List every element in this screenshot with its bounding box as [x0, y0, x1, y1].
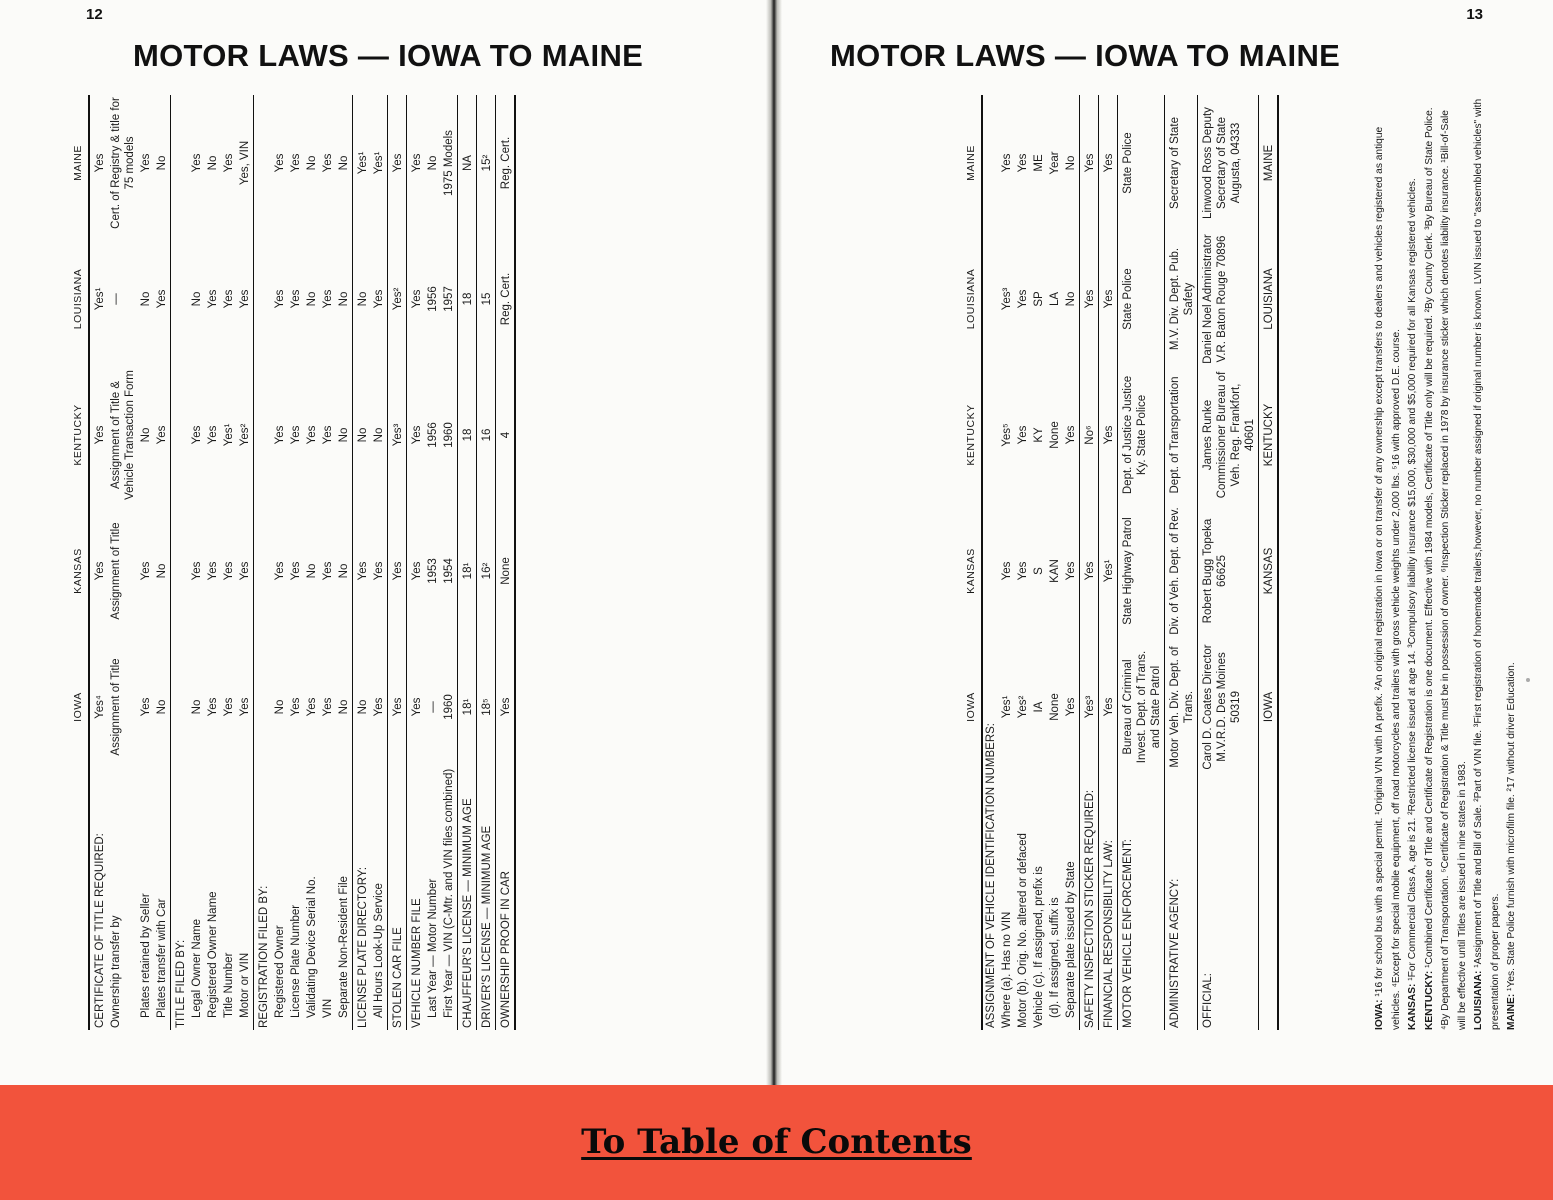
table-cell: Yes: [273, 289, 286, 309]
table-cell: Yes: [1064, 425, 1077, 445]
table-cell: 1960: [443, 694, 456, 720]
table-cell: Yes: [322, 153, 335, 173]
row-label: STOLEN CAR FILE: [388, 775, 407, 1030]
table-cell: No: [139, 291, 152, 307]
row-label: REGISTRATION FILED BY:: [253, 775, 272, 1030]
row-label: VEHICLE NUMBER FILE: [407, 775, 426, 1030]
table-row: [272, 95, 288, 1030]
table-cell: 18¹: [458, 639, 477, 775]
motor-laws-table-right: [965, 95, 1375, 1030]
table-cell: Yes: [190, 561, 203, 581]
table-row: [371, 95, 388, 1030]
table-cell: 1956: [427, 422, 440, 448]
table-cell: Yes: [353, 503, 372, 639]
column-header: KENTUCKY: [72, 367, 89, 503]
row-label: OFFICIAL:: [1198, 775, 1259, 1030]
footnote-state: IOWA:: [1374, 999, 1385, 1030]
row-label: [1259, 775, 1279, 1030]
table-cell: —: [109, 293, 122, 305]
table-cell: 15²: [477, 95, 496, 231]
table-cell: No: [427, 155, 440, 171]
table-cell: [253, 639, 272, 775]
table-cell: Linwood Ross Deputy Secretary of State Augusta, 04333: [1198, 95, 1259, 231]
table-row: [1079, 95, 1098, 1030]
table-cell: —: [427, 701, 440, 713]
table-cell: Yes: [1079, 503, 1098, 639]
table-cell: Yes: [289, 561, 302, 581]
table-cell: Yes: [1098, 367, 1117, 503]
table-cell: No: [155, 699, 168, 715]
table-cell: IA: [1032, 701, 1045, 713]
table-cell: Yes: [273, 425, 286, 445]
table-row: [108, 95, 138, 1030]
table-cell: [982, 231, 999, 367]
page-number: 13: [1466, 6, 1483, 23]
table-row: [1031, 95, 1047, 1030]
table-row: [170, 95, 189, 1030]
table-row: [1047, 95, 1063, 1030]
table-cell: Yes: [306, 697, 318, 717]
table-cell: [170, 95, 189, 231]
table-cell: Yes: [222, 561, 235, 581]
footnote-state: MAINE:: [1506, 993, 1518, 1030]
table-cell: Yes¹: [373, 151, 386, 175]
table-cell: No: [306, 155, 318, 171]
table-cell: Assignment of Title: [109, 522, 122, 620]
table-row: [205, 95, 221, 1030]
table-row: [237, 95, 254, 1030]
table-cell: NA: [458, 95, 477, 231]
footnote-state: KENTUCKY:: [1423, 970, 1435, 1030]
column-header: MAINE: [965, 95, 982, 231]
table-cell: No: [190, 699, 203, 715]
row-label: ASSIGNMENT OF VEHICLE IDENTIFICATION NUMBERS:: [984, 723, 997, 1028]
table-cell: Yes: [1064, 697, 1077, 717]
table-cell: Yes: [1016, 561, 1029, 581]
table-cell: [982, 503, 999, 639]
table-row: [253, 95, 272, 1030]
table-cell: KANSAS: [1259, 503, 1279, 639]
table-cell: Yes: [1016, 425, 1029, 445]
table-row: [1198, 95, 1259, 1030]
table-row: [496, 95, 516, 1030]
table-cell: 1960: [443, 422, 456, 448]
right-page: [782, 0, 1553, 1085]
table-cell: None: [1048, 693, 1061, 721]
column-header: LOUISIANA: [965, 231, 982, 367]
table-cell: Yes: [89, 503, 108, 639]
table-cell: Yes: [322, 289, 335, 309]
table-cell: Yes: [1016, 153, 1029, 173]
column-header: KANSAS: [72, 503, 89, 639]
table-header-row: [72, 95, 89, 1030]
table-row: [189, 95, 205, 1030]
table-cell: Yes: [222, 289, 235, 309]
table-cell: Yes, VIN: [238, 140, 251, 186]
table-cell: [170, 367, 189, 503]
row-label: Plates transfer with Car: [155, 898, 168, 1018]
table-row: [982, 95, 999, 1030]
table-cell: No: [338, 155, 351, 171]
row-label: DRIVER'S LICENSE — MINIMUM AGE: [477, 775, 496, 1030]
table-row: [138, 95, 154, 1030]
table-cell: Yes⁵: [1000, 423, 1013, 447]
row-label: First Year — VIN (C-Mtr. and VIN files combined): [443, 768, 456, 1018]
table-cell: Yes: [407, 231, 426, 367]
table-row: [1259, 95, 1279, 1030]
footnote-text: ¹Yes. State Police furnish with microfilm file. ²17 without driver Education.: [1506, 662, 1518, 991]
table-cell: No: [353, 231, 372, 367]
footnote-text: ¹16 for school bus with a special permit. ¹Original VIN with IA prefix. ²An original registration in Iowa or on transfer of any ownership except transfers to dealers and vehicles registered as antique vehicles. ⁴Except for special mobile equipment, off road motorcycles and trailers with gross vehicle weights under 2,000 lbs. ⁵16 with approved D.E. course.: [1374, 126, 1402, 1030]
table-cell: M.V. Div. Dept. Pub. Safety: [1164, 231, 1197, 367]
footnote: [1372, 95, 1405, 1030]
row-label: Plates retained by Seller: [139, 893, 152, 1018]
table-cell: 1957: [443, 286, 456, 312]
table-cell: 15: [477, 231, 496, 367]
table-cell: Yes: [407, 367, 426, 503]
column-header: IOWA: [965, 639, 982, 775]
table-cell: Yes¹: [222, 423, 235, 447]
table-row: [221, 95, 237, 1030]
row-label: Motor or VIN: [238, 952, 251, 1018]
table-cell: KY: [1032, 427, 1045, 443]
table-cell: Yes: [206, 425, 219, 445]
table-cell: [253, 367, 272, 503]
table-cell: Yes: [322, 561, 335, 581]
table-cell: State Highway Patrol: [1117, 503, 1164, 639]
table-cell: James Runke Commissioner Bureau of Veh. Reg. Frankfort, 40601: [1198, 367, 1259, 503]
table-cell: [982, 95, 999, 231]
table-cell: Yes: [155, 425, 168, 445]
row-label: TITLE FILED BY:: [170, 775, 189, 1030]
row-label: CERTIFICATE OF TITLE REQUIRED:: [89, 775, 108, 1030]
table-cell: Dept. of Transportation: [1164, 367, 1197, 503]
table-row: [1098, 95, 1117, 1030]
table-cell: Reg. Cert.: [496, 231, 516, 367]
table-cell: Yes: [289, 697, 302, 717]
table-cell: Yes: [289, 289, 302, 309]
table-cell: Yes: [190, 425, 203, 445]
table-cell: Yes: [190, 153, 203, 173]
table-cell: No: [338, 291, 351, 307]
table-cell: [253, 231, 272, 367]
table-cell: No: [338, 563, 351, 579]
table-cell: 18⁵: [477, 639, 496, 775]
footnote-state: KANSAS:: [1407, 983, 1419, 1030]
row-label: Vehicle (c). If assigned, prefix is: [1032, 866, 1045, 1028]
table-cell: No: [338, 699, 351, 715]
table-cell: No: [353, 367, 372, 503]
table-cell: 18: [458, 367, 477, 503]
footnote-text: ¹Combined Certificate of Title and Certificate of Registration is one document. Effective with 1984 models, Certificate of Title only will be required. ²By County Clerk. ³By Bureau of State Police. ⁴By Department of Transportation. ⁵Certificate of Registration & Title must be in possession of owner. ⁶Inspection Sticker replaced in 1978 by insurance sticker which denotes liability insurance. ¹Bill-of-Sale will be effective until Titles are issued in nine states in 1983.: [1423, 107, 1468, 1030]
column-header: IOWA: [72, 639, 89, 775]
table-row: [425, 95, 441, 1030]
row-label: Legal Owner Name: [190, 918, 203, 1018]
table-cell: No: [338, 427, 351, 443]
row-label: License Plate Number: [289, 904, 302, 1018]
row-label: OWNERSHIP PROOF IN CAR: [496, 775, 516, 1030]
table-cell: ME: [1032, 154, 1045, 172]
table-cell: [170, 231, 189, 367]
table-cell: Yes³: [388, 367, 407, 503]
table-cell: No: [1064, 291, 1077, 307]
table-cell: [170, 639, 189, 775]
row-label: Registered Owner: [273, 925, 286, 1018]
page-speck: [1526, 678, 1530, 682]
table-cell: Yes: [238, 697, 251, 717]
table-cell: 16²: [477, 503, 496, 639]
table-cell: 1954: [443, 558, 456, 584]
table-cell: Yes¹: [1098, 503, 1117, 639]
table-row: [458, 95, 477, 1030]
table-cell: Yes¹: [1000, 695, 1013, 719]
table-cell: Yes: [1079, 95, 1098, 231]
table-cell: Yes: [206, 697, 219, 717]
row-label: CHAUFFEUR'S LICENSE — MINIMUM AGE: [458, 775, 477, 1030]
table-row: [353, 95, 372, 1030]
left-page: [0, 0, 770, 1085]
table-cell: Yes: [139, 561, 152, 581]
table-row: [154, 95, 171, 1030]
footnote-text: ¹For Commercial Class A, age is 21. ²Restricted license issued at age 14. ³Compulsory liability insurance $15,000, $30,000 and $5,000 required for all Kansas registered vehicles.: [1407, 178, 1419, 981]
table-row: [1015, 95, 1031, 1030]
table-cell: None: [1048, 421, 1061, 449]
table-cell: Motor Veh. Div. Dept. of Trans.: [1164, 639, 1197, 775]
table-cell: Yes: [1098, 231, 1117, 367]
table-cell: Yes: [222, 697, 235, 717]
table-cell: Yes: [407, 95, 426, 231]
table-cell: [253, 503, 272, 639]
table-cell: Yes: [322, 425, 335, 445]
table-cell: Daniel Noel Administrator V.R. Baton Rouge 70896: [1198, 231, 1259, 367]
table-cell: 4: [496, 367, 516, 503]
table-cell: State Police: [1117, 95, 1164, 231]
table-cell: Yes¹: [353, 95, 372, 231]
table-cell: Yes: [89, 95, 108, 231]
table-row: [304, 95, 320, 1030]
page-title: MOTOR LAWS — IOWA TO MAINE: [830, 38, 1341, 73]
table-cell: No: [273, 699, 286, 715]
table-cell: SP: [1032, 291, 1045, 307]
table-cell: KAN: [1048, 559, 1061, 583]
table-row: [320, 95, 336, 1030]
table-cell: 1956: [427, 286, 440, 312]
page-number: 12: [86, 6, 103, 23]
table-cell: Yes: [238, 289, 251, 309]
table-cell: Yes: [373, 561, 386, 581]
table-row: [1117, 95, 1164, 1030]
table-cell: Yes: [139, 153, 152, 173]
table-cell: [170, 503, 189, 639]
table-cell: Robert Bugg Topeka 66625: [1198, 503, 1259, 639]
table-cell: Reg. Cert.: [496, 95, 516, 231]
table-cell: Yes: [1000, 561, 1013, 581]
row-label: VIN: [322, 998, 335, 1018]
table-cell: Div. of Veh. Dept. of Rev.: [1164, 503, 1197, 639]
table-cell: 18¹: [458, 503, 477, 639]
table-cell: No: [353, 639, 372, 775]
table-cell: No: [139, 427, 152, 443]
table-cell: No: [373, 427, 386, 443]
row-label: Ownership transfer by: [109, 915, 122, 1028]
table-cell: No: [190, 291, 203, 307]
table-cell: Yes²: [388, 231, 407, 367]
table-cell: Yes: [388, 503, 407, 639]
table-cell: Yes: [1016, 289, 1029, 309]
column-header: KANSAS: [965, 503, 982, 639]
footnote-state: LOUISIANA:: [1473, 970, 1485, 1030]
column-header: KENTUCKY: [965, 367, 982, 503]
table-cell: Yes: [273, 561, 286, 581]
table-cell: No: [155, 155, 168, 171]
table-cell: Yes: [407, 639, 426, 775]
table-cell: Yes: [373, 289, 386, 309]
table-cell: No: [1064, 155, 1077, 171]
table-row: [407, 95, 426, 1030]
table-cell: Assignment of Title: [109, 658, 122, 756]
table-cell: State Police: [1117, 231, 1164, 367]
table-row: [1164, 95, 1197, 1030]
table-cell: Yes: [155, 289, 168, 309]
table-of-contents-link[interactable]: To Table of Contents: [581, 1122, 972, 1162]
table-row: [336, 95, 353, 1030]
table-cell: Yes: [407, 503, 426, 639]
row-label: Separate Non-Resident File: [338, 876, 351, 1018]
table-cell: 16: [477, 367, 496, 503]
table-cell: Yes³: [1079, 639, 1098, 775]
table-cell: Yes: [496, 639, 516, 775]
table-cell: Cert. of Registry & title for 75 models: [109, 97, 136, 229]
table-cell: Yes⁴: [89, 639, 108, 775]
table-cell: 1975 Models: [443, 130, 456, 196]
table-row: [288, 95, 304, 1030]
table-cell: Carol D. Coates Director M.V.R.D. Des Moines 50319: [1198, 639, 1259, 775]
column-header: MAINE: [72, 95, 89, 231]
table-cell: Yes: [139, 697, 152, 717]
row-label: All Hours Look-Up Service: [373, 883, 386, 1018]
table-cell: LA: [1048, 291, 1061, 307]
row-label: Motor (b). Orig. No. altered or defaced: [1016, 833, 1029, 1028]
table-cell: Yes: [238, 561, 251, 581]
column-header: LOUISIANA: [72, 231, 89, 367]
table-cell: Yes¹: [89, 231, 108, 367]
row-label: Validating Device Serial No.: [306, 876, 318, 1018]
table-cell: Yes²: [1016, 695, 1029, 719]
table-cell: Yes: [89, 367, 108, 503]
row-label: (d). If assigned, suffix is: [1048, 897, 1061, 1018]
table-cell: Yes²: [238, 423, 251, 447]
table-cell: Yes: [388, 639, 407, 775]
row-label: LICENSE PLATE DIRECTORY:: [353, 775, 372, 1030]
table-cell: S: [1032, 567, 1045, 575]
table-cell: Yes: [388, 95, 407, 231]
table-cell: IOWA: [1259, 639, 1279, 775]
table-cell: Yes: [322, 697, 335, 717]
table-cell: Dept. of Justice Justice Ky. State Police: [1117, 367, 1164, 503]
row-label: Registered Owner Name: [206, 891, 219, 1018]
row-label: Where (a). Has no VIN: [1000, 911, 1013, 1028]
table-row: [388, 95, 407, 1030]
footnote: [1504, 95, 1521, 1030]
row-label: ADMINISTRATIVE AGENCY:: [1164, 775, 1197, 1030]
table-cell: Yes: [1064, 561, 1077, 581]
table-cell: [253, 95, 272, 231]
table-cell: Yes: [306, 425, 318, 445]
table-header-row: [965, 95, 982, 1030]
row-label: Separate plate issued by State: [1064, 861, 1077, 1018]
table-row: [1063, 95, 1080, 1030]
table-cell: Yes: [289, 153, 302, 173]
table-cell: None: [496, 503, 516, 639]
table-cell: Yes: [206, 561, 219, 581]
row-label: FINANCIAL RESPONSIBILITY LAW:: [1098, 775, 1117, 1030]
table-cell: No: [306, 563, 318, 579]
table-cell: No⁶: [1079, 367, 1098, 503]
table-cell: Yes: [1098, 95, 1117, 231]
book-gutter: [766, 0, 782, 1085]
table-cell: MAINE: [1259, 95, 1279, 231]
table-cell: Yes³: [1000, 287, 1013, 311]
motor-laws-table-left: [72, 95, 770, 1030]
table-cell: No: [206, 155, 219, 171]
footnote-text: ¹Assignment of Title and Bill of Sale. ²Part of VIN file. ³First registration of homemade trailers,however, no number assigned if original number is known. LVIN issued to "assembled vehicles" with presentation of proper papers.: [1473, 98, 1501, 1030]
table-cell: Yes: [1000, 153, 1013, 173]
table-cell: Secretary of State: [1164, 95, 1197, 231]
footnote: [1471, 95, 1504, 1030]
footnote: [1405, 95, 1422, 1030]
row-label: Title Number: [222, 952, 235, 1018]
table-cell: Yes: [1098, 639, 1117, 775]
table-cell: LOUISIANA: [1259, 231, 1279, 367]
row-label: SAFETY INSPECTION STICKER REQUIRED:: [1079, 775, 1098, 1030]
row-label: MOTOR VEHICLE ENFORCEMENT:: [1117, 775, 1164, 1030]
table-cell: Yes: [273, 153, 286, 173]
table-row: [999, 95, 1015, 1030]
table-cell: Yes: [206, 289, 219, 309]
table-cell: Yes: [1079, 231, 1098, 367]
table-cell: Assignment of Title & Vehicle Transaction Form: [109, 370, 136, 500]
table-cell: Year: [1048, 151, 1061, 175]
table-row: [89, 95, 108, 1030]
page-title: MOTOR LAWS — IOWA TO MAINE: [133, 38, 644, 73]
row-label: Last Year — Motor Number: [427, 878, 440, 1018]
table-row: [477, 95, 496, 1030]
table-cell: 1953: [427, 558, 440, 584]
table-cell: No: [306, 291, 318, 307]
table-cell: Yes: [289, 425, 302, 445]
footnotes: [1372, 95, 1522, 1030]
table-cell: [982, 367, 999, 503]
table-cell: 18: [458, 231, 477, 367]
table-cell: KENTUCKY: [1259, 367, 1279, 503]
table-cell: No: [155, 563, 168, 579]
table-cell: Yes: [222, 153, 235, 173]
table-cell: Yes: [373, 697, 386, 717]
footnote: [1422, 95, 1472, 1030]
table-row: [441, 95, 458, 1030]
table-cell: Bureau of Criminal Invest. Dept. of Trans. and State Patrol: [1117, 639, 1164, 775]
